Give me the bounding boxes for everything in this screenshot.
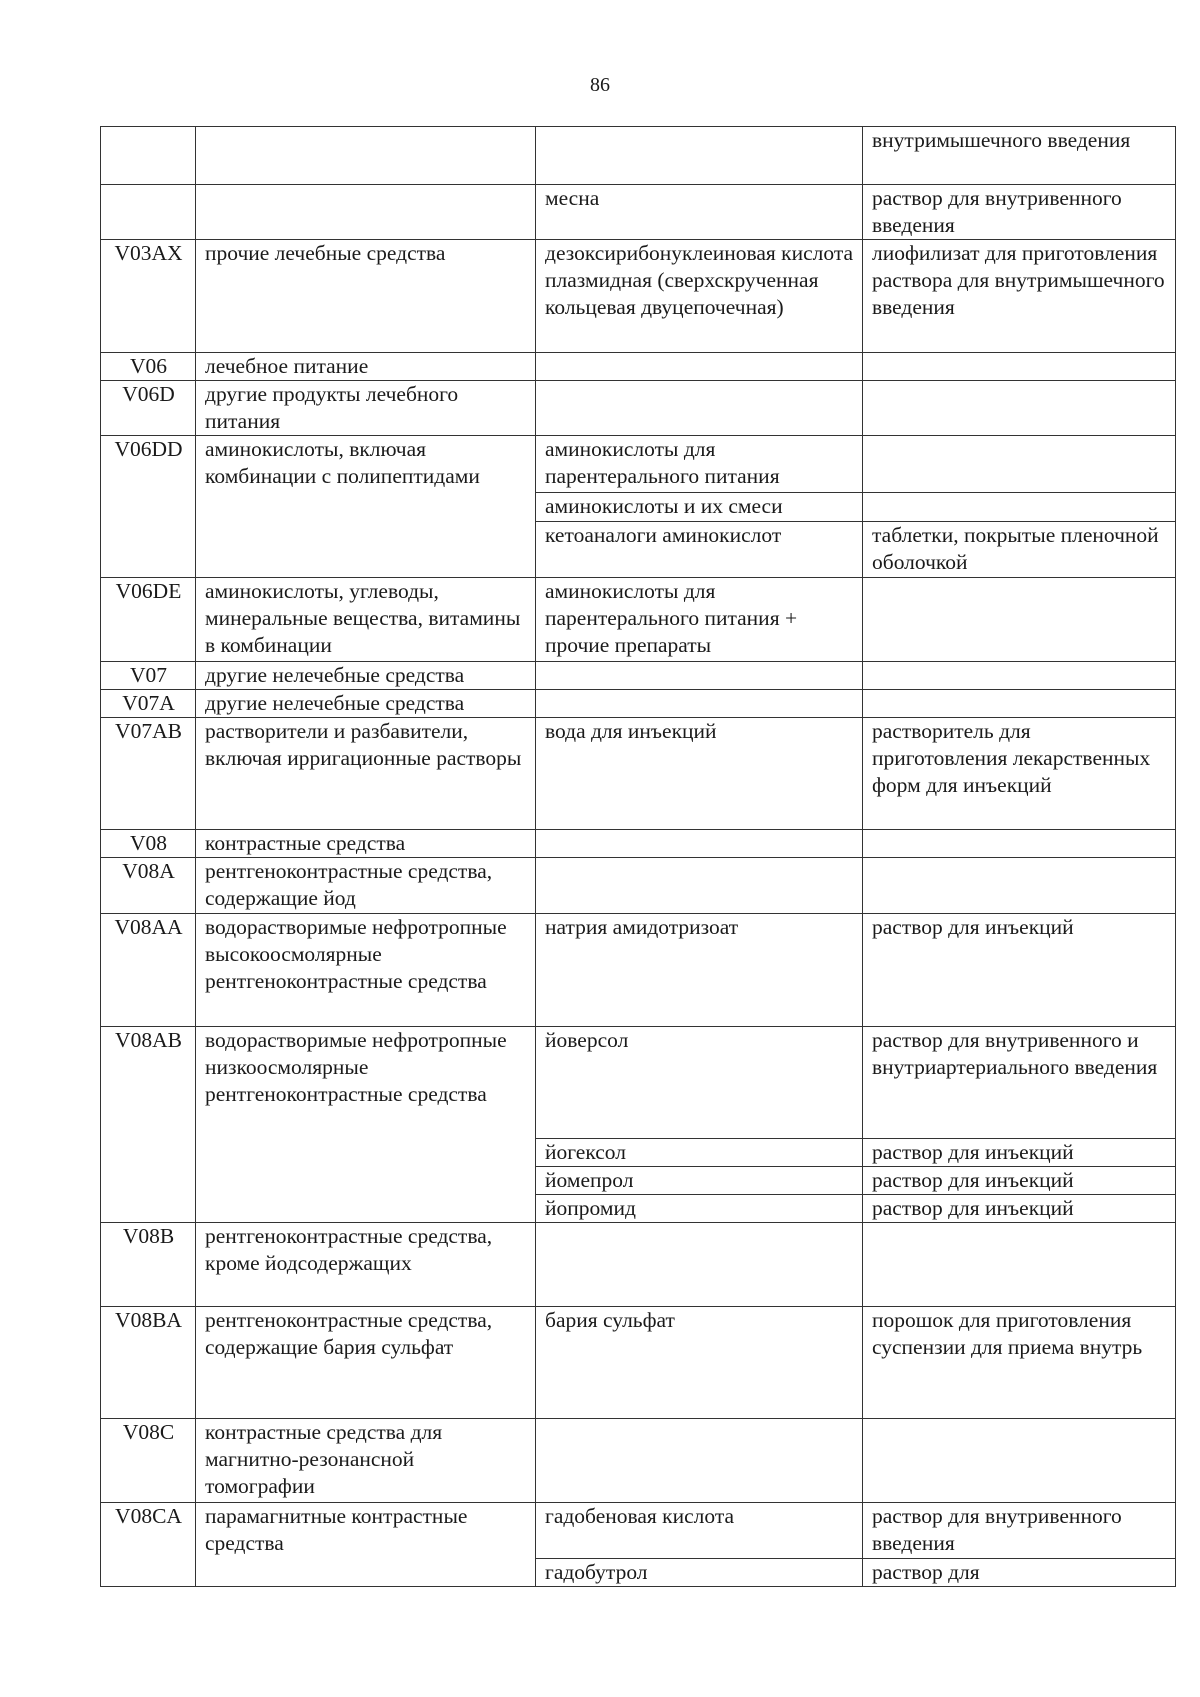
drug-name-cell: йоверсол (536, 1027, 863, 1139)
atc-code-cell (101, 127, 196, 185)
dosage-form-cell (863, 662, 1176, 690)
drug-name-cell: йопромид (536, 1195, 863, 1223)
atc-code-cell: V08C (101, 1419, 196, 1503)
drug-name-cell: натрия амидотризоат (536, 914, 863, 1027)
atc-code-cell: V06DD (101, 436, 196, 578)
atc-code-cell: V06D (101, 381, 196, 436)
group-name-cell: растворители и разбавители, включая ирригационные растворы (196, 718, 536, 830)
atc-code-cell: V03AX (101, 240, 196, 353)
table-row (101, 1419, 1176, 1503)
drug-name-cell: аминокислоты для парентерального питания + прочие препараты (536, 578, 863, 662)
table-row (101, 662, 1176, 690)
group-name-cell: другие продукты лечебного питания (196, 381, 536, 436)
atc-code-cell: V06 (101, 353, 196, 381)
drug-name-cell: гадобеновая кислота (536, 1503, 863, 1559)
atc-code-cell: V08 (101, 830, 196, 858)
drug-name-cell (536, 1223, 863, 1307)
table-row (101, 1223, 1176, 1307)
atc-drug-table (100, 126, 1176, 1587)
drug-name-cell: йогексол (536, 1139, 863, 1167)
dosage-form-cell (863, 493, 1176, 522)
group-name-cell (196, 127, 536, 185)
group-name-cell: рентгеноконтрастные средства, содержащие бария сульфат (196, 1307, 536, 1419)
table-row (101, 127, 1176, 185)
table-row (101, 1307, 1176, 1419)
dosage-form-cell (863, 830, 1176, 858)
table-row (101, 240, 1176, 353)
group-name-cell: контрастные средства для магнитно-резонансной томографии (196, 1419, 536, 1503)
dosage-form-cell (863, 1419, 1176, 1503)
group-name-cell: водорастворимые нефротропные низкоосмолярные рентгеноконтрастные средства (196, 1027, 536, 1223)
dosage-form-cell: раствор для инъекций (863, 1167, 1176, 1195)
drug-name-cell: йомепрол (536, 1167, 863, 1195)
drug-name-cell: аминокислоты для парентерального питания (536, 436, 863, 493)
drug-name-cell: месна (536, 185, 863, 240)
dosage-form-cell (863, 578, 1176, 662)
atc-code-cell: V08AB (101, 1027, 196, 1223)
table-row (101, 718, 1176, 830)
group-name-cell: парамагнитные контрастные средства (196, 1503, 536, 1587)
dosage-form-cell (863, 381, 1176, 436)
drug-name-cell: бария сульфат (536, 1307, 863, 1419)
atc-code-cell: V07AB (101, 718, 196, 830)
table-row (101, 436, 1176, 493)
group-name-cell (196, 185, 536, 240)
dosage-form-cell: раствор для внутривенного введения (863, 1503, 1176, 1559)
group-name-cell: прочие лечебные средства (196, 240, 536, 353)
atc-code-cell: V08A (101, 858, 196, 914)
drug-name-cell (536, 127, 863, 185)
group-name-cell: рентгеноконтрастные средства, кроме йодсодержащих (196, 1223, 536, 1307)
dosage-form-cell (863, 436, 1176, 493)
dosage-form-cell: раствор для (863, 1559, 1176, 1587)
dosage-form-cell: раствор для инъекций (863, 1139, 1176, 1167)
dosage-form-cell: порошок для приготовления суспензии для приема внутрь (863, 1307, 1176, 1419)
group-name-cell: лечебное питание (196, 353, 536, 381)
dosage-form-cell: раствор для внутривенного и внутриартериального введения (863, 1027, 1176, 1139)
table-row (101, 353, 1176, 381)
dosage-form-cell: лиофилизат для приготовления раствора для внутримышечного введения (863, 240, 1176, 353)
table-row (101, 381, 1176, 436)
table-row (101, 914, 1176, 1027)
atc-code-cell: V08CA (101, 1503, 196, 1587)
drug-name-cell (536, 1419, 863, 1503)
table-row (101, 185, 1176, 240)
atc-code-cell (101, 185, 196, 240)
drug-name-cell (536, 353, 863, 381)
drug-name-cell (536, 858, 863, 914)
dosage-form-cell: растворитель для приготовления лекарственных форм для инъекций (863, 718, 1176, 830)
dosage-form-cell (863, 1223, 1176, 1307)
drug-name-cell: аминокислоты и их смеси (536, 493, 863, 522)
group-name-cell: водорастворимые нефротропные высокоосмолярные рентгеноконтрастные средства (196, 914, 536, 1027)
group-name-cell: другие нелечебные средства (196, 662, 536, 690)
atc-code-cell: V07A (101, 690, 196, 718)
group-name-cell: другие нелечебные средства (196, 690, 536, 718)
atc-code-cell: V08B (101, 1223, 196, 1307)
drug-name-cell: гадобутрол (536, 1559, 863, 1587)
dosage-form-cell: таблетки, покрытые пленочной оболочкой (863, 522, 1176, 578)
group-name-cell: контрастные средства (196, 830, 536, 858)
dosage-form-cell (863, 353, 1176, 381)
drug-name-cell: вода для инъекций (536, 718, 863, 830)
drug-name-cell (536, 662, 863, 690)
atc-code-cell: V06DE (101, 578, 196, 662)
dosage-form-cell: внутримышечного введения (863, 127, 1176, 185)
drug-name-cell: дезоксирибонуклеиновая кислота плазмидная (сверхскрученная кольцевая двуцепочечная) (536, 240, 863, 353)
dosage-form-cell: раствор для инъекций (863, 914, 1176, 1027)
group-name-cell: рентгеноконтрастные средства, содержащие йод (196, 858, 536, 914)
drug-name-cell (536, 690, 863, 718)
group-name-cell: аминокислоты, углеводы, минеральные вещества, витамины в комбинации (196, 578, 536, 662)
drug-name-cell (536, 381, 863, 436)
page-number: 86 (590, 74, 610, 96)
atc-code-cell: V07 (101, 662, 196, 690)
dosage-form-cell: раствор для инъекций (863, 1195, 1176, 1223)
group-name-cell: аминокислоты, включая комбинации с полипептидами (196, 436, 536, 578)
dosage-form-cell: раствор для внутривенного введения (863, 185, 1176, 240)
drug-name-cell (536, 830, 863, 858)
table-row (101, 858, 1176, 914)
table-row (101, 1027, 1176, 1139)
table-row (101, 830, 1176, 858)
table-row (101, 690, 1176, 718)
dosage-form-cell (863, 858, 1176, 914)
dosage-form-cell (863, 690, 1176, 718)
table-row (101, 578, 1176, 662)
table-row (101, 1503, 1176, 1559)
atc-code-cell: V08AA (101, 914, 196, 1027)
drug-name-cell: кетоаналоги аминокислот (536, 522, 863, 578)
atc-code-cell: V08BA (101, 1307, 196, 1419)
